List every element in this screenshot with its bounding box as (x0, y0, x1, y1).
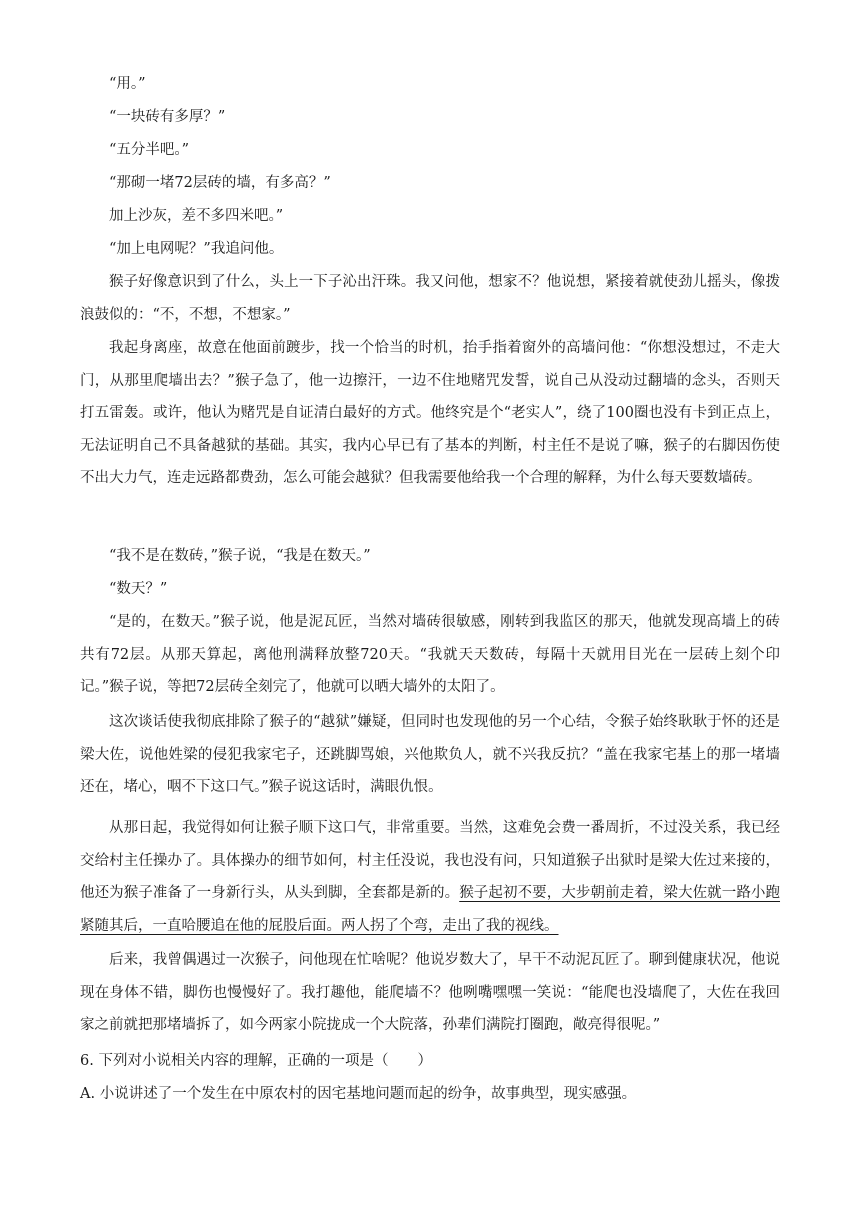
option-a: A. 小说讲述了一个发生在中原农村的因宅基地问题而起的纷争，故事典型，现实感强。 (80, 1086, 637, 1102)
dialogue-line: 加上沙灰，差不多四米吧。” (109, 208, 284, 224)
paragraph: 这次谈话使我彻底排除了猴子的“越狱”嫌疑，但同时也发现他的另一个心结，令猴子始终耿耿于怀的还是梁大佐，说他姓梁的侵犯我家宅子，还跳脚骂娘，兴他欺负人，就不兴我反抗？“盖在我家宅基上的那一堵墙还在，堵心，咽不下这口气。”猴子说这话时，满眼仇恨。 (80, 714, 780, 795)
paragraph: 后来，我曾偶遇过一次猴子，问他现在忙啥呢？他说岁数大了，早干不动泥瓦匠了。聊到健康状况，他说现在身体不错，脚伤也慢慢好了。我打趣他，能爬墙不？他咧嘴嘿嘿一笑说：“能爬也没墙爬了，大佐在我回家之前就把那堵墙拆了，如今两家小院拢成一个大院落，孙辈们满院打圈跑，敞亮得很呢。” (80, 952, 780, 1033)
dialogue-line: “五分半吧。” (109, 142, 190, 158)
paragraph-text: 从那日起，我觉得如何让猴子顺下这口气，非常重要。当然，这难免会费一番周折，不过没关系，我已经交给村主任操办了。具体操办的细节如何，村主任没说，我也没有问，只知道猴子出狱时是梁大佐过来接的，他还为猴子准备了一身新行头，从头到脚，全套都是新的。 (80, 820, 780, 901)
paragraph: 猴子好像意识到了什么，头上一下子沁出汗珠。我又问他，想家不？他说想，紧接着就使劲儿摇头，像拨浪鼓似的：“不，不想，不想家。” (80, 274, 780, 323)
dialogue-line: “一块砖有多厚？” (109, 109, 226, 125)
paragraph (80, 812, 780, 942)
dialogue-line: “那砌一堵72层砖的墙，有多高？” (109, 175, 331, 191)
underlined-sentence: 猴子起初不要，大步朝前走着，梁大佐就一路小跑紧随其后，一直哈腰追在他的屁股后面。两人拐了个弯，走出了我的视线。 (80, 885, 781, 934)
paragraph: “是的，在数天。”猴子说，他是泥瓦匠，当然对墙砖很敏感，刚转到我监区的那天，他就发现高墙上的砖共有72层。从那天算起，离他刑满释放整720天。“我就天天数砖，每隔十天就用目光在一层砖上刻个印记。”猴子说，等把72层砖全刻完了，他就可以晒大墙外的太阳了。 (80, 614, 780, 695)
dialogue-line: “用。” (109, 76, 146, 92)
dialogue-line: “数天？” (109, 581, 168, 597)
dialogue-line: “加上电网呢？”我追问他。 (109, 241, 284, 257)
paragraph: 我起身离座，故意在他面前踱步，找一个恰当的时机，抬手指着窗外的高墙问他：“你想没想过，不走大门，从那里爬墙出去？”猴子急了，他一边擦汗，一边不住地赌咒发誓，说自己从没动过翻墙的念头，否则天打五雷轰。或许，他认为赌咒是自证清白最好的方式。他终究是个“老实人”，绕了100圈也没有卡到正点上，无法证明自己不具备越狱的基础。其实，我内心早已有了基本的判断，村主任不是说了嘛，猴子的右脚因伤使不出大力气，连走远路都费劲，怎么可能会越狱？但我需要他给我一个合理的解释，为什么每天要数墙砖。 (80, 340, 780, 486)
question-stem: 6. 下列对小说相关内容的理解，正确的一项是（ ） (80, 1053, 432, 1069)
dialogue-line: “我不是在数砖，”猴子说，“我是在数天。” (109, 548, 371, 564)
